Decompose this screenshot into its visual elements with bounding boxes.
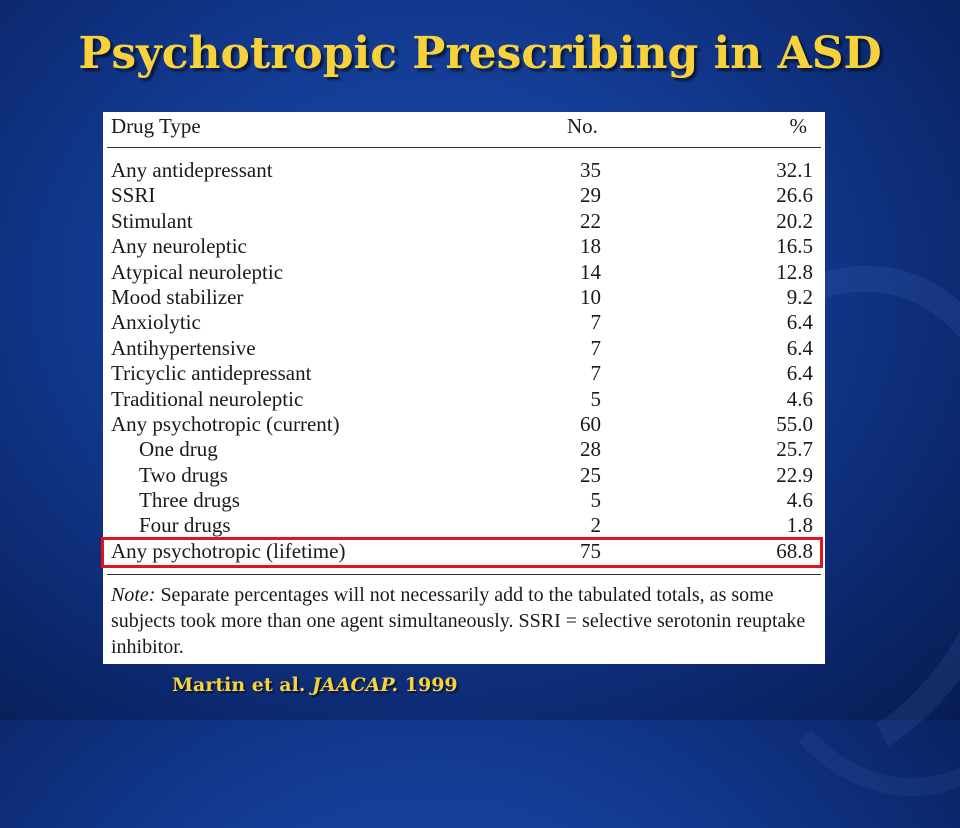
row-no: 7: [590, 361, 601, 386]
row-percent: 16.5: [776, 234, 813, 259]
slide-title: Psychotropic Prescribing in ASD: [78, 28, 882, 79]
row-drug-type: Stimulant: [111, 208, 193, 233]
row-percent: 22.9: [776, 462, 813, 487]
row-no: 5: [590, 488, 601, 513]
row-drug-type: Three drugs: [139, 488, 240, 513]
table-row: [103, 260, 825, 285]
row-drug-type: Any neuroleptic: [111, 234, 247, 259]
row-percent: 68.8: [776, 538, 813, 563]
row-no: 60: [580, 411, 601, 436]
table-row: [103, 463, 825, 488]
row-percent: 25.7: [776, 437, 813, 462]
header-rule: [107, 147, 821, 148]
row-drug-type: Tricyclic antidepressant: [111, 361, 312, 386]
row-no: 18: [580, 234, 601, 259]
table-header: [103, 112, 825, 142]
row-drug-type: SSRI: [111, 183, 156, 208]
row-percent: 6.4: [786, 310, 813, 335]
row-drug-type: Two drugs: [139, 462, 228, 487]
header-percent: %: [789, 114, 807, 138]
table-row: [103, 336, 825, 361]
row-drug-type: One drug: [139, 437, 218, 462]
table-row: [103, 209, 825, 234]
row-percent: 32.1: [776, 158, 813, 182]
row-percent: 4.6: [786, 488, 813, 513]
row-drug-type: Atypical neuroleptic: [111, 259, 284, 284]
row-no: 75: [580, 538, 601, 563]
row-percent: 1.8: [786, 513, 813, 538]
note-label: Note:: [111, 584, 156, 606]
table-row: [103, 387, 825, 412]
citation: [172, 674, 458, 696]
table-row: [103, 285, 825, 310]
row-drug-type: Any psychotropic (current): [111, 411, 340, 436]
table-document: [103, 112, 825, 664]
row-no: 29: [580, 183, 601, 208]
row-no: 14: [580, 259, 601, 284]
row-drug-type: Any antidepressant: [111, 158, 273, 182]
citation-authors: Martin et al.: [172, 674, 306, 696]
row-percent: 26.6: [776, 183, 813, 208]
row-drug-type: Four drugs: [139, 513, 231, 538]
row-no: 5: [590, 386, 601, 411]
row-percent: 4.6: [786, 386, 813, 411]
row-drug-type: Antihypertensive: [111, 335, 256, 360]
row-no: 7: [590, 310, 601, 335]
footer-rule: [107, 574, 821, 575]
table-row: [103, 158, 825, 183]
row-no: 25: [580, 462, 601, 487]
row-drug-type: Anxiolytic: [111, 310, 201, 335]
header-no: No.: [567, 114, 598, 138]
note-text: Separate percentages will not necessarily add to the tabulated totals, as some subjects took more than one agent simultaneously. SSRI = selective serotonin reuptake inhibitor.: [111, 584, 806, 658]
row-drug-type: Mood stabilizer: [111, 284, 244, 309]
table-row: [103, 437, 825, 462]
row-percent: 55.0: [776, 411, 813, 436]
row-drug-type: Any psychotropic (lifetime): [111, 538, 346, 563]
row-percent: 6.4: [786, 335, 813, 360]
row-no: 28: [580, 437, 601, 462]
table-row: [103, 234, 825, 259]
row-no: 22: [580, 208, 601, 233]
table-row: [103, 183, 825, 208]
table-row: [103, 412, 825, 437]
row-percent: 12.8: [776, 259, 813, 284]
header-drug-type: Drug Type: [111, 114, 201, 138]
table-note: [111, 582, 815, 660]
row-no: 2: [590, 513, 601, 538]
row-percent: 9.2: [786, 284, 813, 309]
table-row: [103, 513, 825, 538]
table-row: [103, 361, 825, 386]
row-percent: 6.4: [786, 361, 813, 386]
row-no: 7: [590, 335, 601, 360]
highlight-box: [101, 537, 823, 568]
table-body: [103, 158, 825, 564]
table-row: [103, 310, 825, 335]
row-no: 10: [580, 284, 601, 309]
row-percent: 20.2: [776, 208, 813, 233]
citation-year: 1999: [404, 674, 458, 696]
table-row: [103, 488, 825, 513]
row-no: 35: [580, 158, 601, 182]
row-drug-type: Traditional neuroleptic: [111, 386, 304, 411]
citation-journal: JAACAP.: [312, 674, 399, 696]
